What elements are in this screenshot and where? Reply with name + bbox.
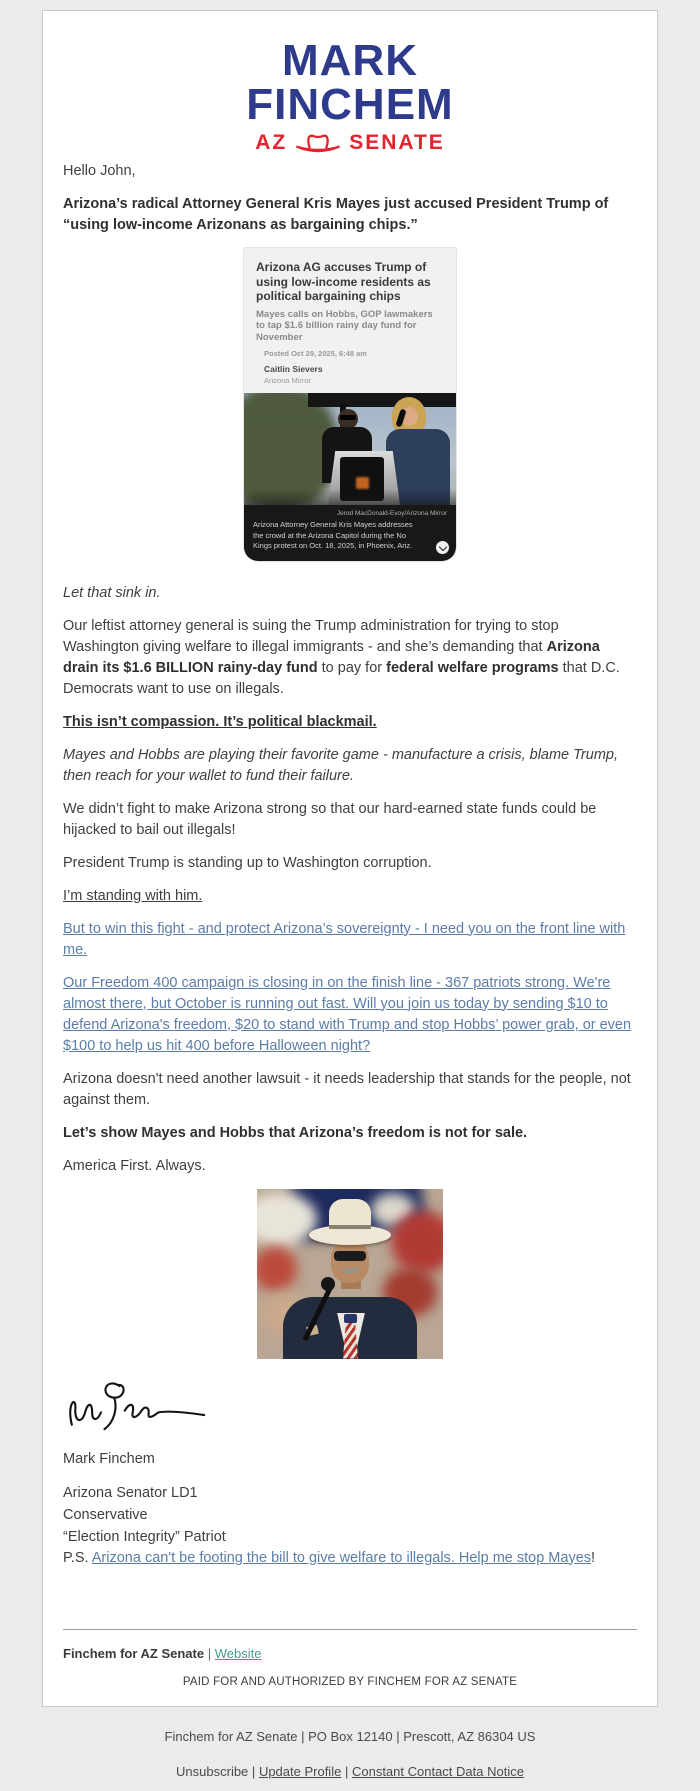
footer-org-name: Finchem for AZ Senate [63,1646,205,1661]
signature-image [63,1375,213,1441]
podium-sign-graphic [356,477,369,489]
cowboy-hat-band [329,1225,371,1229]
footer-separator: | [207,1646,212,1661]
sender-titles [63,1482,637,1548]
para-let-that-sink-in: Let that sink in. [63,584,161,601]
ps-suffix: ! [591,1549,596,1566]
logo-tagline [63,131,637,155]
email-client-footer [0,1729,700,1779]
para-leftist-ag-e: that D.C. Democrats want to use on illegals. [63,659,620,697]
freedom-400-donate-link[interactable]: Our Freedom 400 campaign is closing in on the finish line - 367 patriots strong. We're almost there, but October is running out fast. Will you join us today by sending $10 to defend Arizona's freedom, $20 to stand with Trump and stop Hobbs’ power grab, or even $100 to help us hit 400 before Halloween night? [63,974,632,1054]
news-subhead: Mayes calls on Hobbs, GOP lawmakers to tap $1.6 billion rainy day fund for November [256,308,433,343]
para-trump-standing: President Trump is standing up to Washington corruption. [63,854,432,871]
crowd-blob [257,1247,297,1291]
para-leftist-ag [63,616,637,700]
finchem-portrait-photo [257,1189,443,1359]
news-article-card[interactable] [244,248,456,561]
photo-shade [244,489,456,505]
tie-knot [344,1314,357,1323]
para-leftist-ag-bold2: federal welfare programs [386,659,559,676]
para-didnt-fight: We didn’t fight to make Arizona strong so that our hard-earned state funds could be hijacked to bail out illegals! [63,800,597,838]
para-front-line [63,919,637,961]
logo-az-text: AZ [255,131,288,154]
card-footer [63,1629,637,1688]
greeting: Hello John, [63,163,136,179]
news-caption-box [244,505,456,561]
para-lawsuit: Arizona doesn't need another lawsuit - it needs leadership that stands for the people, not against them. [63,1070,631,1108]
sender-title-1: Arizona Senator LD1 [63,1484,198,1501]
para-not-for-sale: Let’s show Mayes and Hobbs that Arizona’s freedom is not for sale. [63,1124,528,1141]
news-outlet: Arizona Mirror [264,376,312,385]
para-leftist-ag-c: to pay for [317,659,387,676]
campaign-logo [63,31,637,155]
cowboy-hat-icon [295,131,341,155]
para-favorite-game: Mayes and Hobbs are playing their favorite game - manufacture a crisis, blame Trump, then reach for your wallet to fund their failure. [63,746,619,784]
news-posted-date: Posted Oct 29, 2025, 6:48 am [264,349,367,358]
para-leftist-ag-a: Our leftist attorney general is suing the Trump administration for trying to stop Washington giving welfare to illegal immigrants - and she’s demanding that [63,617,559,655]
para-freedom-400 [63,973,637,1057]
update-profile-link[interactable]: Update Profile [258,1764,342,1779]
stage-truss [308,393,456,407]
microphone-icon [321,1277,335,1291]
footer-links-sep1: | [251,1764,256,1779]
news-photo-credit: Jerod MacDonald-Evoy/Arizona Mirror [336,510,447,517]
email-card [42,10,658,1707]
footer-links [0,1764,700,1779]
sender-name: Mark Finchem [63,1450,155,1467]
crowd-blob [391,1211,443,1273]
sender-address: Finchem for AZ Senate | PO Box 12140 | Prescott, AZ 86304 US [164,1729,536,1744]
para-standing-with-him [63,886,637,907]
intro-headline: Arizona’s radical Attorney General Kris Mayes just accused President Trump of “using low-income Arizonans as bargaining chips.” [63,196,609,233]
unsubscribe-link[interactable]: Unsubscribe [176,1764,249,1779]
para-blackmail: This isn’t compassion. It’s political blackmail. [63,713,377,730]
face [331,1239,369,1283]
paid-for-disclaimer: PAID FOR AND AUTHORIZED BY FINCHEM FOR AZ SENATE [182,1676,518,1688]
footer-divider [63,1629,637,1630]
footer-org-line [63,1646,637,1661]
news-author: Caitlin Sievers [264,364,323,374]
ps-prefix: P.S. [63,1549,92,1566]
news-photo-caption: Arizona Attorney General Kris Mayes addresses the crowd at the Arizona Capitol during the No Kings protest on Oct. 18, 2025, in Phoenix, Ariz. [253,520,413,550]
sunglasses [334,1251,366,1261]
standing-with-him-link[interactable]: I’m standing with him. [63,887,203,904]
logo-senate-text: SENATE [349,131,445,154]
logo-last-name: FINCHEM [246,80,454,129]
ps-donate-link[interactable]: Arizona can't be footing the bill to give welfare to illegals. Help me stop Mayes [91,1549,592,1566]
man-sunglasses [340,415,356,420]
constant-contact-data-notice-link[interactable]: Constant Contact Data Notice [351,1764,524,1779]
mustache [342,1268,359,1273]
news-photo [244,393,456,505]
news-headline: Arizona AG accuses Trump of using low-income residents as political bargaining chips [256,260,431,303]
website-link[interactable]: Website [214,1646,262,1661]
sender-title-2: Conservative [63,1506,148,1523]
sender-title-3: “Election Integrity” Patriot [63,1528,226,1545]
para-leftist-ag-bold1: Arizona drain its $1.6 BILLION rainy-day fund [63,638,600,676]
logo-first-name: MARK [282,36,418,85]
front-line-link[interactable]: But to win this fight - and protect Arizona’s sovereignty - I need you on the front line with me. [63,920,626,958]
para-america-first: America First. Always. [63,1157,206,1174]
chevron-down-icon[interactable] [436,541,449,554]
news-text-block [244,248,456,393]
footer-links-sep2: | [344,1764,349,1779]
ps-line [63,1548,637,1569]
